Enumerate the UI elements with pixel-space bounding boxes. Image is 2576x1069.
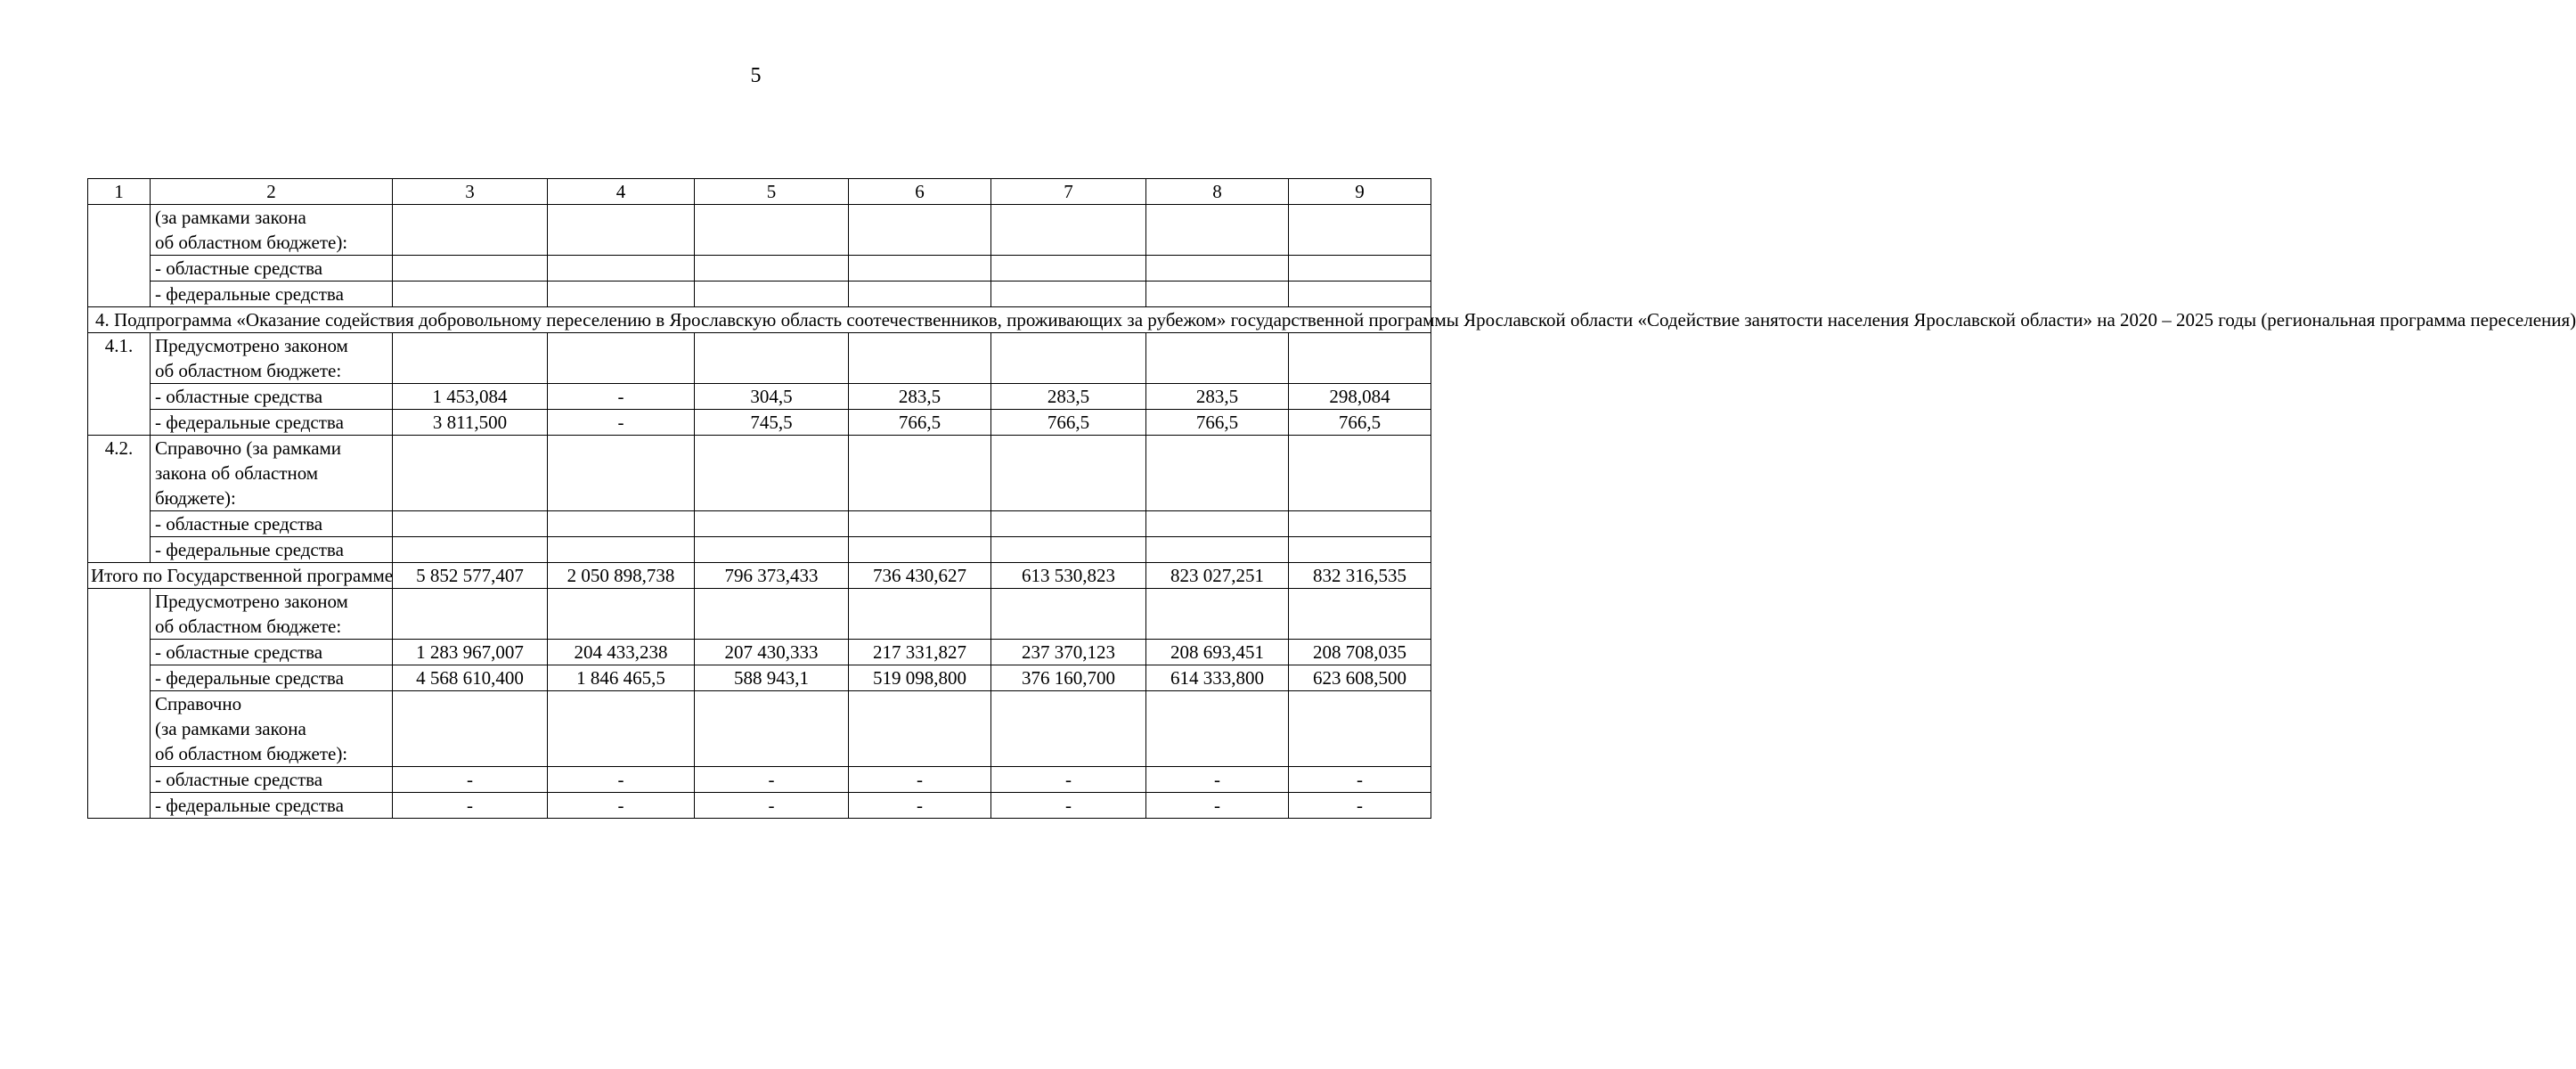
value-cell: 832 316,535 [1289, 563, 1431, 589]
value-cell: 623 608,500 [1289, 665, 1431, 691]
section-title-row [88, 307, 1431, 333]
value-cell: 283,5 [991, 384, 1146, 410]
column-header: 5 [695, 179, 849, 205]
table-row [88, 537, 1431, 563]
table-row [88, 691, 1431, 767]
row-label: - областные средства [151, 256, 393, 282]
row-label: Справочно (за рамками закона об областном бюджете): [151, 436, 393, 511]
column-header: 6 [849, 179, 991, 205]
total-label: Итого по Государственной программе [88, 563, 393, 589]
row-label: - областные средства [151, 384, 393, 410]
value-cell: 208 708,035 [1289, 640, 1431, 665]
table-row [88, 410, 1431, 436]
row-label: - областные средства [151, 511, 393, 537]
value-cell: 217 331,827 [849, 640, 991, 665]
budget-table [87, 178, 2576, 819]
value-cell: 298,084 [1289, 384, 1431, 410]
value-cell: - [1146, 793, 1289, 819]
column-header: 8 [1146, 179, 1289, 205]
value-cell: - [849, 767, 991, 793]
value-cell: 796 373,433 [695, 563, 849, 589]
value-cell: 766,5 [991, 410, 1146, 436]
table-row [88, 256, 1431, 282]
value-cell: - [548, 767, 695, 793]
value-cell: - [393, 767, 548, 793]
value-cell: 376 160,700 [991, 665, 1146, 691]
value-cell: 304,5 [695, 384, 849, 410]
value-cell: 766,5 [1146, 410, 1289, 436]
table-row [88, 384, 1431, 410]
value-cell: 237 370,123 [991, 640, 1146, 665]
value-cell: 745,5 [695, 410, 849, 436]
value-cell: 823 027,251 [1146, 563, 1289, 589]
index-cell [88, 589, 151, 819]
column-header: 1 [88, 179, 151, 205]
row-label: Справочно (за рамками закона об областном бюджете): [151, 691, 393, 767]
column-header: 7 [991, 179, 1146, 205]
value-cell: - [695, 793, 849, 819]
value-cell: 2 050 898,738 [548, 563, 695, 589]
value-cell: 283,5 [1146, 384, 1289, 410]
value-cell: 766,5 [1289, 410, 1431, 436]
row-label: - федеральные средства [151, 282, 393, 307]
table-row [88, 333, 1431, 384]
value-cell: - [1146, 767, 1289, 793]
value-cell: 4 568 610,400 [393, 665, 548, 691]
value-cell: - [1289, 793, 1431, 819]
row-label: - областные средства [151, 767, 393, 793]
value-cell: 5 852 577,407 [393, 563, 548, 589]
row-index: 4.2. [88, 436, 151, 563]
column-header: 3 [393, 179, 548, 205]
value-cell: 519 098,800 [849, 665, 991, 691]
page-number: 5 [750, 64, 762, 87]
column-header: 9 [1289, 179, 1431, 205]
table-row [88, 640, 1431, 665]
row-label: - федеральные средства [151, 793, 393, 819]
value-cell: - [548, 384, 695, 410]
table-row [88, 665, 1431, 691]
row-index: 4.1. [88, 333, 151, 436]
value-cell: 207 430,333 [695, 640, 849, 665]
column-header: 4 [548, 179, 695, 205]
value-cell: 614 333,800 [1146, 665, 1289, 691]
value-cell: 204 433,238 [548, 640, 695, 665]
value-cell: - [991, 793, 1146, 819]
value-cell: - [991, 767, 1146, 793]
value-cell: 588 943,1 [695, 665, 849, 691]
row-label: - федеральные средства [151, 537, 393, 563]
value-cell: 1 846 465,5 [548, 665, 695, 691]
value-cell: - [548, 410, 695, 436]
value-cell: 283,5 [849, 384, 991, 410]
value-cell: - [1289, 767, 1431, 793]
table-row [88, 205, 1431, 256]
value-cell: 613 530,823 [991, 563, 1146, 589]
value-cell: - [548, 793, 695, 819]
table-row [88, 282, 1431, 307]
row-label: - федеральные средства [151, 410, 393, 436]
column-number-row [88, 179, 1431, 205]
value-cell: - [849, 793, 991, 819]
value-cell: 766,5 [849, 410, 991, 436]
value-cell: - [393, 793, 548, 819]
table-row [88, 436, 1431, 511]
index-cell [88, 205, 151, 307]
table-row [88, 589, 1431, 640]
table-row [88, 767, 1431, 793]
value-cell: 3 811,500 [393, 410, 548, 436]
value-cell: - [695, 767, 849, 793]
row-label: - федеральные средства [151, 665, 393, 691]
value-cell: 1 283 967,007 [393, 640, 548, 665]
table-row [88, 511, 1431, 537]
row-label: Предусмотрено законом об областном бюджете: [151, 333, 393, 384]
section-title: 4. Подпрограмма «Оказание содействия добровольному переселению в Ярославскую область соотечественников, проживающих за рубежом» государственной программы Ярославской области «Содействие занятости населения Ярославской области» на 2020 – 2025 годы (региональная программа переселения) [88, 307, 1431, 333]
value-cell: 736 430,627 [849, 563, 991, 589]
value-cell: 208 693,451 [1146, 640, 1289, 665]
value-cell: 1 453,084 [393, 384, 548, 410]
column-header: 2 [151, 179, 393, 205]
table-row [88, 793, 1431, 819]
row-label: Предусмотрено законом об областном бюджете: [151, 589, 393, 640]
row-label: (за рамками закона об областном бюджете): [151, 205, 393, 256]
row-label: - областные средства [151, 640, 393, 665]
total-row [88, 563, 1431, 589]
